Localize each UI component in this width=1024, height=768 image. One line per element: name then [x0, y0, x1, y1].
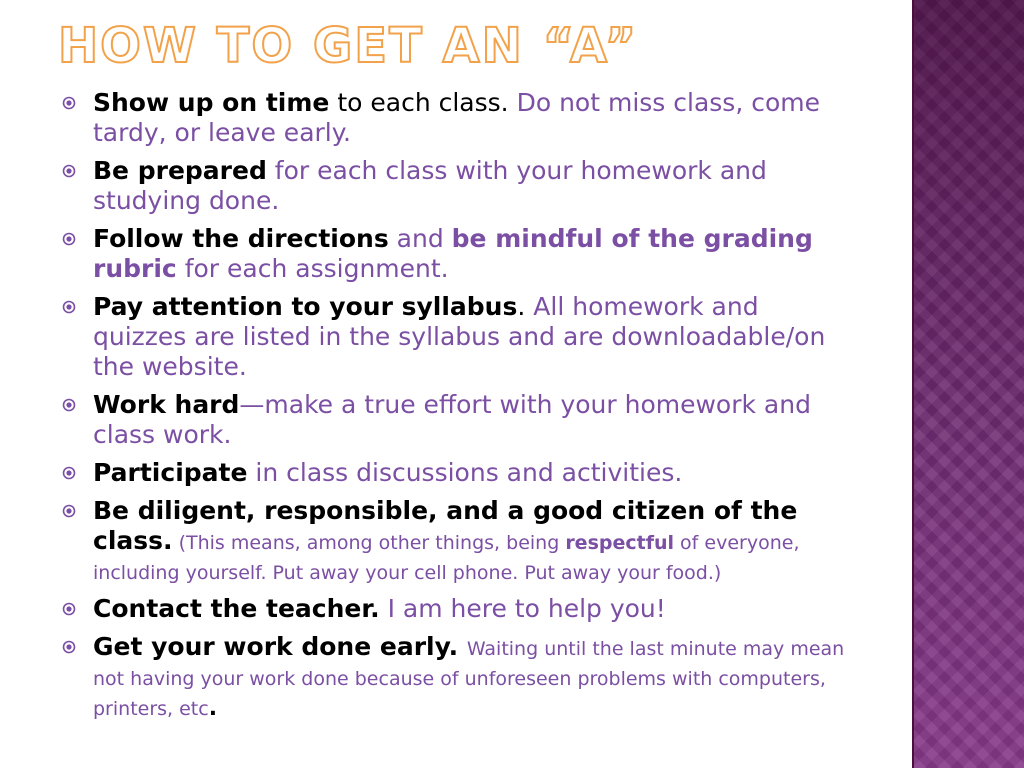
circle-dot-icon — [62, 504, 76, 518]
item-rest: for each class with your homework and studying done. — [93, 156, 767, 215]
item-normal: . — [448, 632, 467, 661]
item-note: of everyone, including yourself. Put away your cell phone. Put away your food.) — [93, 532, 800, 584]
list-item — [62, 594, 852, 624]
item-end-period: . — [208, 696, 218, 721]
circle-dot-icon — [62, 602, 76, 616]
list-item — [62, 224, 852, 284]
circle-dot-icon — [62, 232, 76, 246]
circle-dot-icon — [62, 640, 76, 654]
list-item — [62, 88, 852, 148]
list-item — [62, 458, 852, 488]
decorative-side-band — [912, 0, 1024, 768]
item-rest: I am here to help you! — [379, 594, 666, 623]
list-item — [62, 156, 852, 216]
item-rest: All homework and quizzes are listed in the syllabus and are downloadable/on the website. — [93, 292, 826, 381]
list-item — [62, 496, 852, 586]
item-strong: Get your work done early — [93, 632, 449, 661]
list-item — [62, 632, 852, 724]
item-rest: —make a true effort with your homework and class work. — [93, 390, 811, 449]
item-rest: for each assignment. — [176, 254, 449, 283]
item-strong: Be prepared — [93, 156, 267, 185]
item-note-strong: respectful — [565, 532, 675, 554]
item-strong: Contact the teacher. — [93, 594, 380, 623]
item-strong-accent: be mindful of the grading rubric — [93, 224, 813, 283]
item-note: Waiting until the last minute may mean not having your work done because of unforeseen problems with computers, printers, etc — [93, 638, 845, 720]
item-strong: Show up on time — [93, 88, 330, 117]
list-item — [62, 390, 852, 450]
list-item — [62, 292, 852, 382]
circle-dot-icon — [62, 466, 76, 480]
circle-dot-icon — [62, 300, 76, 314]
bullet-list — [62, 88, 852, 732]
item-rest: and — [388, 224, 452, 253]
item-normal: to each class. — [329, 88, 517, 117]
item-note: (This means, among other things, being — [172, 532, 566, 554]
circle-dot-icon — [62, 398, 76, 412]
item-strong: Be diligent, responsible, and a good citizen of the class. — [93, 496, 798, 555]
slide-title: HOW TO GET AN “A” — [58, 18, 639, 74]
item-strong: Pay attention to your syllabus — [93, 292, 518, 321]
circle-dot-icon — [62, 164, 76, 178]
item-strong: Work hard — [93, 390, 240, 419]
item-strong: Follow the directions — [93, 224, 389, 253]
item-strong: Participate — [93, 458, 248, 487]
item-normal: . — [517, 292, 534, 321]
item-rest: Do not miss class, come tardy, or leave early. — [93, 88, 820, 147]
circle-dot-icon — [62, 96, 76, 110]
item-rest: in class discussions and activities. — [247, 458, 683, 487]
